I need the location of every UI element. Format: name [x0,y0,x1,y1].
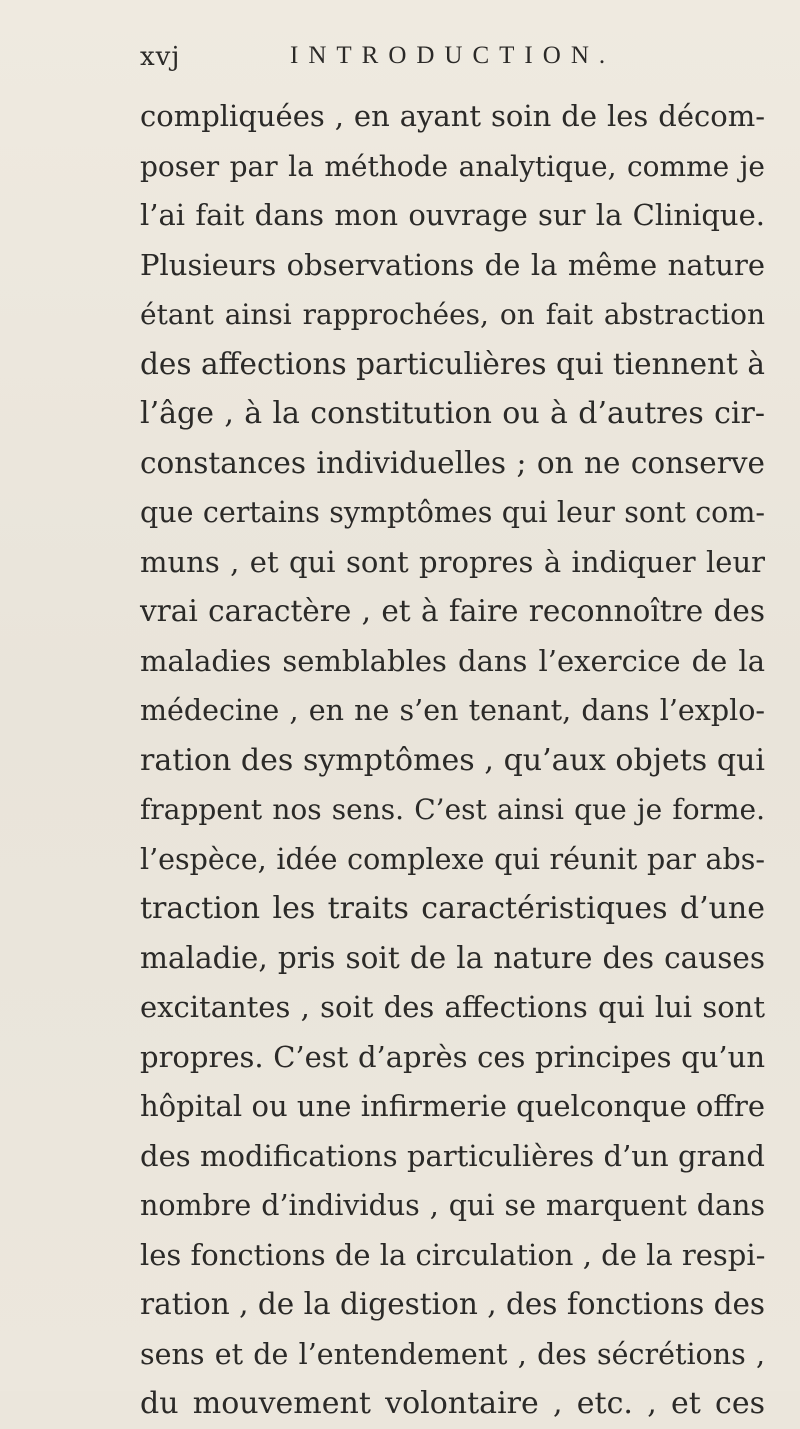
text-line: les fonctions de la circulation , de la respi- [140,1237,766,1272]
text-line: propres. C’est d’après ces principes qu’un [140,1039,765,1074]
text-line: ration , de la digestion , des fonctions des [140,1287,766,1321]
body-text [140,92,765,1429]
page-header [140,42,700,82]
text-line: du mouvement volontaire , etc. , et ces [140,1386,765,1421]
text-line: muns , et qui sont propres à indiquer leur [140,544,765,579]
text-line: compliquées , en ayant soin de les décom- [140,99,765,133]
text-line: nombre d’individus , qui se marquent dans [140,1189,765,1222]
text-line: l’ai fait dans mon ouvrage sur la Clinique. [140,198,765,232]
text-line: poser par la méthode analytique, comme je [140,149,765,183]
text-line: étant ainsi rapprochées, on fait abstraction [140,298,765,331]
text-line: Plusieurs observations de la même nature [140,247,765,282]
text-line: l’âge , à la constitution ou à d’autres cir- [140,396,765,431]
text-line: vrai caractère , et à faire reconnoître des [140,594,765,628]
text-line: traction les traits caractéristiques d’une [140,891,765,926]
page-number: xvj [140,42,181,72]
text-line: maladies semblables dans l’exercice de la [140,643,765,678]
text-line: constances individuelles ; on ne conserve [140,445,765,480]
text-line: frappent nos sens. C’est ainsi que je forme. [140,793,765,826]
text-line: hôpital ou une infirmerie quelconque offre [140,1089,765,1123]
text-line: sens et de l’entendement , des sécrétions , [140,1337,765,1371]
text-line: maladie, pris soit de la nature des causes [140,940,765,975]
text-line: l’espèce, idée complexe qui réunit par abs- [140,842,765,876]
text-line: médecine , en ne s’en tenant, dans l’explo- [140,694,765,727]
running-head: INTRODUCTION. [290,42,616,69]
text-line: des affections particulières qui tiennent à [140,346,765,381]
text-line: des modifications particulières d’un grand [140,1138,765,1173]
text-line: ration des symptômes , qu’aux objets qui [140,742,765,778]
text-line: excitantes , soit des affections qui lui sont [140,990,765,1024]
text-line: que certains symptômes qui leur sont com- [140,496,765,529]
